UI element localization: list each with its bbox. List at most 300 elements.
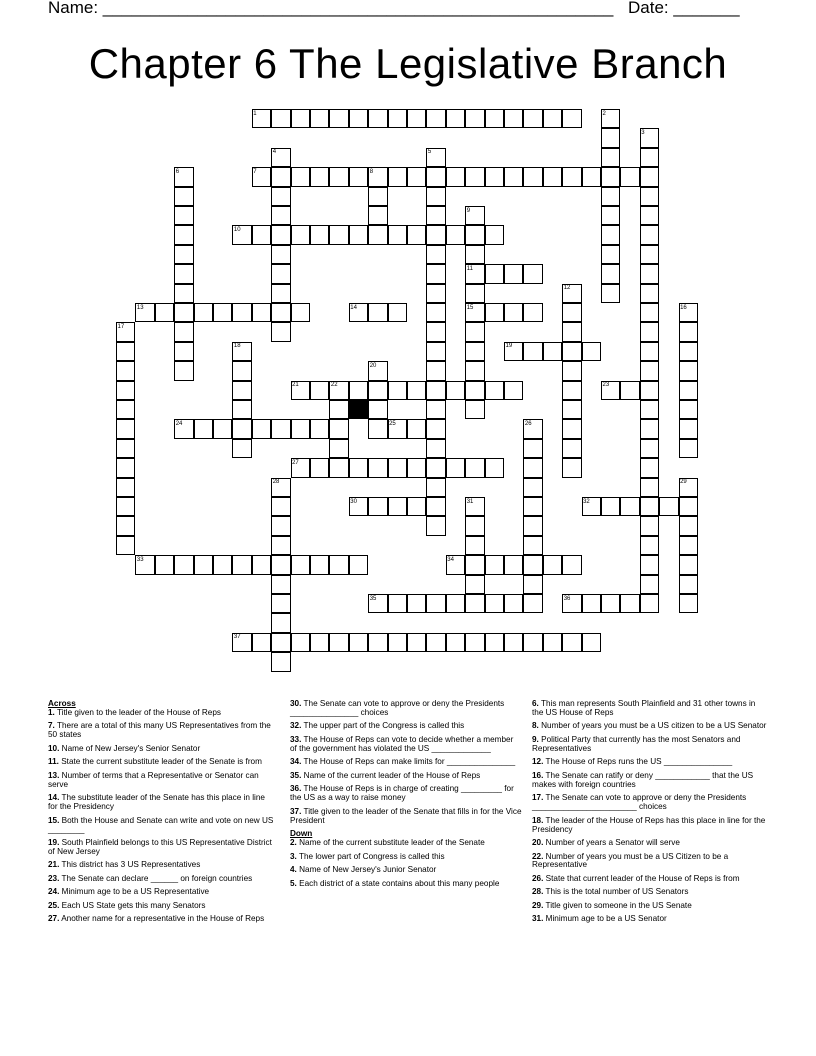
grid-cell[interactable] xyxy=(271,594,290,613)
grid-cell[interactable] xyxy=(679,594,698,613)
grid-cell[interactable] xyxy=(504,633,523,652)
grid-cell[interactable] xyxy=(601,206,620,225)
grid-cell[interactable] xyxy=(155,555,174,574)
grid-cell[interactable] xyxy=(329,633,348,652)
grid-cell[interactable] xyxy=(252,419,271,438)
grid-cell[interactable] xyxy=(543,555,562,574)
grid-cell[interactable] xyxy=(426,478,445,497)
grid-cell[interactable] xyxy=(562,439,581,458)
grid-cell[interactable] xyxy=(349,555,368,574)
grid-cell[interactable] xyxy=(485,458,504,477)
grid-cell[interactable] xyxy=(679,555,698,574)
grid-cell[interactable] xyxy=(465,245,484,264)
grid-cell[interactable] xyxy=(640,497,659,516)
grid-cell[interactable] xyxy=(465,361,484,380)
grid-cell[interactable] xyxy=(349,381,368,400)
date-field[interactable]: Date: _______ xyxy=(628,0,740,17)
grid-cell[interactable] xyxy=(426,322,445,341)
grid-cell[interactable] xyxy=(640,516,659,535)
across-clue xyxy=(290,758,522,767)
grid-cell[interactable] xyxy=(640,555,659,574)
grid-cell[interactable] xyxy=(329,109,348,128)
grid-cell[interactable] xyxy=(523,439,542,458)
clue-num: 3. xyxy=(290,851,297,861)
across-clue xyxy=(290,736,522,754)
grid-cell[interactable] xyxy=(271,303,290,322)
grid-cell[interactable] xyxy=(271,497,290,516)
grid-cell[interactable] xyxy=(271,187,290,206)
grid-cell[interactable] xyxy=(562,458,581,477)
grid-cell[interactable] xyxy=(426,245,445,264)
grid-cell[interactable] xyxy=(679,439,698,458)
grid-cell[interactable] xyxy=(640,381,659,400)
grid-cell[interactable] xyxy=(116,497,135,516)
grid-cell[interactable] xyxy=(271,613,290,632)
grid-cell[interactable] xyxy=(562,400,581,419)
grid-cell[interactable] xyxy=(271,555,290,574)
grid-cell[interactable] xyxy=(582,342,601,361)
grid-cell[interactable] xyxy=(426,187,445,206)
grid-cell[interactable] xyxy=(232,419,251,438)
grid-cell[interactable] xyxy=(368,303,387,322)
grid-cell[interactable] xyxy=(640,594,659,613)
grid-cell[interactable] xyxy=(562,361,581,380)
grid-cell[interactable] xyxy=(601,594,620,613)
grid-cell[interactable] xyxy=(388,497,407,516)
grid-cell[interactable] xyxy=(116,400,135,419)
grid-cell[interactable] xyxy=(504,303,523,322)
grid-cell[interactable] xyxy=(679,497,698,516)
grid-cell[interactable] xyxy=(523,516,542,535)
grid-cell[interactable] xyxy=(446,594,465,613)
grid-cell[interactable] xyxy=(446,109,465,128)
grid-cell[interactable] xyxy=(291,555,310,574)
grid-cell[interactable] xyxy=(310,109,329,128)
grid-cell[interactable] xyxy=(465,342,484,361)
grid-cell[interactable] xyxy=(368,206,387,225)
grid-cell[interactable] xyxy=(640,439,659,458)
grid-cell[interactable] xyxy=(174,206,193,225)
grid-cell[interactable] xyxy=(174,361,193,380)
grid-cell[interactable] xyxy=(679,381,698,400)
grid-cell[interactable] xyxy=(504,109,523,128)
grid-cell[interactable] xyxy=(291,225,310,244)
grid-cell[interactable] xyxy=(271,284,290,303)
grid-cell[interactable] xyxy=(291,633,310,652)
grid-cell[interactable] xyxy=(679,361,698,380)
grid-cell[interactable] xyxy=(388,167,407,186)
grid-cell[interactable] xyxy=(640,167,659,186)
grid-cell[interactable] xyxy=(523,478,542,497)
grid-cell[interactable] xyxy=(640,284,659,303)
clue-num: 4. xyxy=(290,865,297,875)
grid-cell[interactable] xyxy=(426,439,445,458)
grid-cell[interactable] xyxy=(407,633,426,652)
grid-cell[interactable] xyxy=(368,497,387,516)
grid-cell[interactable] xyxy=(640,575,659,594)
grid-cell[interactable] xyxy=(465,536,484,555)
grid-cell[interactable] xyxy=(368,400,387,419)
clue-text: Another name for a representative in the House of Reps xyxy=(59,914,265,924)
grid-cell[interactable] xyxy=(407,419,426,438)
grid-cell[interactable] xyxy=(562,109,581,128)
grid-cell[interactable] xyxy=(523,536,542,555)
grid-cell[interactable] xyxy=(523,594,542,613)
grid-cell[interactable] xyxy=(523,555,542,574)
grid-cell[interactable] xyxy=(485,633,504,652)
grid-cell[interactable] xyxy=(426,497,445,516)
grid-cell[interactable] xyxy=(485,381,504,400)
grid-cell[interactable] xyxy=(485,225,504,244)
grid-cell[interactable] xyxy=(388,109,407,128)
grid-cell[interactable] xyxy=(640,536,659,555)
grid-cell[interactable] xyxy=(523,109,542,128)
across-clue xyxy=(48,861,276,870)
down-clue xyxy=(532,722,768,731)
grid-cell[interactable] xyxy=(562,555,581,574)
grid-cell[interactable] xyxy=(640,458,659,477)
grid-cell[interactable] xyxy=(388,225,407,244)
grid-cell[interactable] xyxy=(562,381,581,400)
grid-cell[interactable] xyxy=(271,516,290,535)
grid-cell[interactable] xyxy=(174,303,193,322)
grid-cell[interactable] xyxy=(271,167,290,186)
grid-cell[interactable] xyxy=(679,536,698,555)
grid-cell[interactable] xyxy=(349,167,368,186)
grid-cell[interactable] xyxy=(232,439,251,458)
grid-cell[interactable] xyxy=(543,109,562,128)
clue-number: 15 xyxy=(466,304,474,311)
grid-cell[interactable] xyxy=(601,284,620,303)
grid-cell[interactable] xyxy=(562,303,581,322)
grid-cell[interactable] xyxy=(465,633,484,652)
grid-cell[interactable] xyxy=(601,167,620,186)
grid-cell[interactable] xyxy=(620,497,639,516)
grid-cell[interactable] xyxy=(271,245,290,264)
grid-cell[interactable] xyxy=(485,264,504,283)
grid-cell[interactable] xyxy=(601,245,620,264)
grid-cell[interactable] xyxy=(291,109,310,128)
clue-num: 21. xyxy=(48,860,60,870)
grid-cell[interactable] xyxy=(640,400,659,419)
grid-cell[interactable] xyxy=(291,167,310,186)
grid-cell[interactable] xyxy=(368,381,387,400)
grid-cell[interactable] xyxy=(465,167,484,186)
grid-cell[interactable] xyxy=(252,555,271,574)
grid-cell[interactable] xyxy=(465,284,484,303)
grid-cell[interactable] xyxy=(465,458,484,477)
clue-text: The House of Reps runs the US _______________ xyxy=(543,757,733,767)
grid-cell[interactable] xyxy=(426,381,445,400)
grid-cell[interactable] xyxy=(174,264,193,283)
grid-cell[interactable] xyxy=(310,225,329,244)
grid-cell[interactable] xyxy=(252,633,271,652)
grid-cell[interactable] xyxy=(426,458,445,477)
grid-cell[interactable] xyxy=(213,419,232,438)
grid-cell[interactable] xyxy=(407,381,426,400)
grid-cell[interactable] xyxy=(426,303,445,322)
grid-cell[interactable] xyxy=(523,342,542,361)
grid-cell[interactable] xyxy=(271,206,290,225)
grid-cell[interactable] xyxy=(368,419,387,438)
grid-cell[interactable] xyxy=(426,167,445,186)
grid-cell[interactable] xyxy=(601,497,620,516)
grid-cell[interactable] xyxy=(329,555,348,574)
grid-cell[interactable] xyxy=(465,516,484,535)
grid-cell[interactable] xyxy=(465,575,484,594)
grid-cell[interactable] xyxy=(523,167,542,186)
grid-cell[interactable] xyxy=(271,652,290,671)
grid-cell[interactable] xyxy=(407,594,426,613)
grid-cell[interactable] xyxy=(640,478,659,497)
grid-cell[interactable] xyxy=(407,109,426,128)
grid-cell[interactable] xyxy=(465,381,484,400)
grid-cell[interactable] xyxy=(310,167,329,186)
grid-cell[interactable] xyxy=(329,439,348,458)
grid-cell[interactable] xyxy=(504,594,523,613)
grid-cell[interactable] xyxy=(368,633,387,652)
grid-cell[interactable] xyxy=(562,167,581,186)
grid-cell[interactable] xyxy=(407,497,426,516)
grid-cell[interactable] xyxy=(504,381,523,400)
grid-cell[interactable] xyxy=(426,361,445,380)
grid-cell[interactable] xyxy=(213,555,232,574)
clue-number: 21 xyxy=(292,382,299,389)
grid-cell[interactable] xyxy=(426,206,445,225)
grid-cell[interactable] xyxy=(582,167,601,186)
grid-cell[interactable] xyxy=(465,225,484,244)
grid-cell[interactable] xyxy=(504,167,523,186)
grid-cell[interactable] xyxy=(523,264,542,283)
grid-cell[interactable] xyxy=(640,303,659,322)
grid-cell[interactable] xyxy=(329,167,348,186)
clue-text: Number of years you must be a US citizen to be a US Senator xyxy=(538,721,767,731)
grid-cell[interactable] xyxy=(446,225,465,244)
grid-cell[interactable] xyxy=(582,633,601,652)
grid-cell[interactable] xyxy=(620,594,639,613)
grid-cell[interactable] xyxy=(271,322,290,341)
grid-cell[interactable] xyxy=(407,458,426,477)
grid-cell[interactable] xyxy=(601,148,620,167)
grid-cell[interactable] xyxy=(465,555,484,574)
grid-cell[interactable] xyxy=(446,633,465,652)
grid-cell[interactable] xyxy=(232,555,251,574)
grid-cell[interactable] xyxy=(271,419,290,438)
grid-cell[interactable] xyxy=(368,109,387,128)
grid-cell[interactable] xyxy=(349,458,368,477)
grid-cell[interactable] xyxy=(388,594,407,613)
grid-cell[interactable] xyxy=(601,128,620,147)
grid-cell[interactable] xyxy=(310,458,329,477)
grid-cell[interactable] xyxy=(543,167,562,186)
grid-cell[interactable] xyxy=(329,419,348,438)
grid-cell[interactable] xyxy=(116,439,135,458)
grid-cell[interactable] xyxy=(504,555,523,574)
down-clue xyxy=(290,880,522,889)
clue-number: 16 xyxy=(680,304,687,311)
grid-cell[interactable] xyxy=(640,148,659,167)
grid-cell[interactable] xyxy=(640,245,659,264)
grid-cell[interactable] xyxy=(116,381,135,400)
grid-cell[interactable] xyxy=(679,419,698,438)
grid-cell[interactable] xyxy=(640,264,659,283)
grid-cell[interactable] xyxy=(562,342,581,361)
grid-cell[interactable] xyxy=(426,633,445,652)
clue-number: 27 xyxy=(292,459,299,466)
grid-cell[interactable] xyxy=(543,342,562,361)
grid-cell[interactable] xyxy=(174,555,193,574)
grid-cell[interactable] xyxy=(116,361,135,380)
grid-cell[interactable] xyxy=(620,167,639,186)
grid-cell[interactable] xyxy=(194,303,213,322)
grid-cell[interactable] xyxy=(640,322,659,341)
grid-cell[interactable] xyxy=(388,633,407,652)
grid-cell[interactable] xyxy=(640,361,659,380)
grid-cell[interactable] xyxy=(116,478,135,497)
grid-cell[interactable] xyxy=(194,419,213,438)
grid-cell[interactable] xyxy=(407,225,426,244)
grid-cell[interactable] xyxy=(329,400,348,419)
grid-cell[interactable] xyxy=(523,497,542,516)
grid-cell[interactable] xyxy=(116,419,135,438)
grid-cell[interactable] xyxy=(349,225,368,244)
grid-cell[interactable] xyxy=(465,322,484,341)
grid-cell[interactable] xyxy=(601,187,620,206)
grid-cell[interactable] xyxy=(349,109,368,128)
grid-cell[interactable] xyxy=(155,303,174,322)
grid-cell[interactable] xyxy=(271,264,290,283)
clue-number: 17 xyxy=(117,323,125,330)
grid-cell[interactable] xyxy=(543,633,562,652)
grid-cell[interactable] xyxy=(485,167,504,186)
grid-cell[interactable] xyxy=(271,575,290,594)
grid-cell[interactable] xyxy=(310,381,329,400)
grid-cell[interactable] xyxy=(679,322,698,341)
grid-cell[interactable] xyxy=(679,575,698,594)
grid-cell[interactable] xyxy=(291,419,310,438)
grid-cell[interactable] xyxy=(504,264,523,283)
grid-cell[interactable] xyxy=(465,400,484,419)
grid-cell[interactable] xyxy=(562,419,581,438)
grid-cell[interactable] xyxy=(388,303,407,322)
grid-cell[interactable] xyxy=(174,284,193,303)
grid-cell[interactable] xyxy=(426,400,445,419)
grid-cell[interactable] xyxy=(562,633,581,652)
clue-number: 18 xyxy=(233,343,241,350)
grid-cell[interactable] xyxy=(485,109,504,128)
grid-cell[interactable] xyxy=(174,225,193,244)
grid-cell[interactable] xyxy=(679,516,698,535)
grid-cell[interactable] xyxy=(426,342,445,361)
grid-cell[interactable] xyxy=(174,342,193,361)
clue-text: Title given to the leader of the Senate that fills in for the Vice President xyxy=(290,806,522,825)
grid-cell[interactable] xyxy=(174,245,193,264)
grid-cell[interactable] xyxy=(368,187,387,206)
grid-cell[interactable] xyxy=(116,458,135,477)
grid-cell[interactable] xyxy=(640,342,659,361)
grid-cell[interactable] xyxy=(388,381,407,400)
grid-cell[interactable] xyxy=(271,225,290,244)
grid-cell[interactable] xyxy=(485,594,504,613)
grid-cell[interactable] xyxy=(232,361,251,380)
grid-cell[interactable] xyxy=(640,225,659,244)
grid-cell[interactable] xyxy=(679,342,698,361)
grid-cell[interactable] xyxy=(426,284,445,303)
grid-cell[interactable] xyxy=(116,516,135,535)
grid-cell[interactable] xyxy=(523,458,542,477)
grid-cell[interactable] xyxy=(271,633,290,652)
grid-cell[interactable] xyxy=(310,555,329,574)
grid-cell[interactable] xyxy=(116,536,135,555)
grid-cell[interactable] xyxy=(407,167,426,186)
grid-cell[interactable] xyxy=(426,264,445,283)
grid-cell[interactable] xyxy=(640,206,659,225)
grid-cell[interactable] xyxy=(640,419,659,438)
grid-cell[interactable] xyxy=(465,594,484,613)
grid-cell[interactable] xyxy=(426,594,445,613)
across-clue xyxy=(290,700,522,718)
grid-cell[interactable] xyxy=(446,381,465,400)
grid-cell[interactable] xyxy=(601,264,620,283)
grid-cell[interactable] xyxy=(116,342,135,361)
grid-cell[interactable] xyxy=(310,419,329,438)
grid-cell[interactable] xyxy=(174,322,193,341)
grid-cell[interactable] xyxy=(213,303,232,322)
grid-cell[interactable] xyxy=(174,187,193,206)
grid-cell[interactable] xyxy=(465,109,484,128)
grid-cell[interactable] xyxy=(329,225,348,244)
grid-cell[interactable] xyxy=(523,303,542,322)
grid-cell[interactable] xyxy=(232,381,251,400)
grid-cell[interactable] xyxy=(523,633,542,652)
grid-cell[interactable] xyxy=(640,187,659,206)
grid-cell[interactable] xyxy=(368,458,387,477)
grid-cell[interactable] xyxy=(620,381,639,400)
grid-cell[interactable] xyxy=(562,322,581,341)
grid-cell[interactable] xyxy=(426,225,445,244)
grid-cell[interactable] xyxy=(194,555,213,574)
grid-cell[interactable] xyxy=(271,536,290,555)
grid-cell[interactable] xyxy=(310,633,329,652)
grid-cell[interactable] xyxy=(446,458,465,477)
grid-cell[interactable] xyxy=(601,225,620,244)
grid-cell[interactable] xyxy=(252,225,271,244)
grid-cell[interactable] xyxy=(232,303,251,322)
grid-cell[interactable] xyxy=(679,400,698,419)
grid-cell[interactable] xyxy=(659,497,678,516)
grid-cell[interactable] xyxy=(368,225,387,244)
grid-cell[interactable] xyxy=(485,555,504,574)
grid-cell[interactable] xyxy=(252,303,271,322)
grid-cell[interactable] xyxy=(291,303,310,322)
grid-cell[interactable] xyxy=(388,458,407,477)
grid-cell[interactable] xyxy=(485,303,504,322)
grid-cell[interactable] xyxy=(582,594,601,613)
grid-cell[interactable] xyxy=(446,167,465,186)
across-clue xyxy=(48,839,276,857)
clue-text: The Senate can ratify or deny ____________ that the US makes with foreign countries xyxy=(532,770,754,789)
clue-number: 11 xyxy=(466,265,473,272)
grid-cell[interactable] xyxy=(329,458,348,477)
name-field[interactable]: Name: ______________________________________________________ xyxy=(48,0,614,17)
grid-cell[interactable] xyxy=(426,516,445,535)
grid-cell[interactable] xyxy=(523,575,542,594)
grid-cell[interactable] xyxy=(349,633,368,652)
grid-cell[interactable] xyxy=(426,419,445,438)
grid-cell[interactable] xyxy=(426,109,445,128)
grid-cell[interactable] xyxy=(232,400,251,419)
grid-cell[interactable] xyxy=(271,109,290,128)
